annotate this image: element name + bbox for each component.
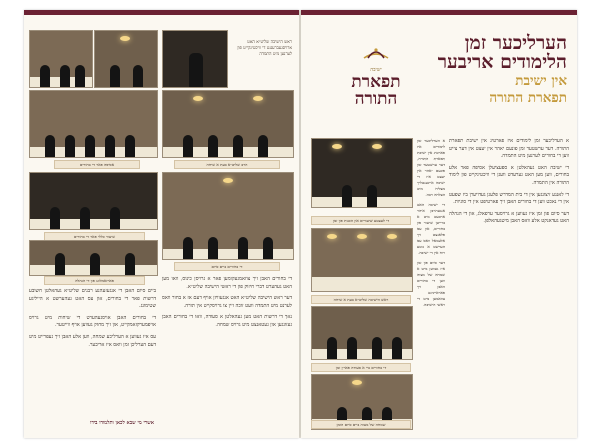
right-page [301,10,577,438]
photo-caption: אסיפה פאר די בחורים [54,160,140,169]
logo-name-line1: תפארת [351,72,401,92]
article-paragraph: דער סיום פון זמן איז געווען מיט א שמחה של מצוה ווען די בחורים האבן זיך פאראייניגט צוזאמען מיט די ראשי הישיבה. [417,260,445,307]
photo-dinner-hall [311,228,413,292]
article-paragraph: נאך די דרשות האט מען געהאלטן א סעודה, וואו די בחורים האבן געזונגען און געטאנצט מיט גרויס שמחה. [162,314,292,328]
article-paragraph: א הערליכער זמן לימודים איז פארטיג אין ישיבת תפארת התורה, דער ערשטער זמן פונעם יאהר אין יעצט איז די ישיבה אייגענטליך מצליח מיט הצלחה רבה. [417,138,445,197]
headline-line2: הלימודים אריבער [437,51,567,73]
photo-caption: שמחה של מצוה ביים סיום הזמן [311,420,411,429]
photo-siyum [162,172,294,260]
yeshiva-logo [326,46,426,116]
article-paragraph: דער ראש הישיבה שליט״א האט אנגעוויזן אויף דעם אז א בחור וואס לערנט מיט התמדה וועט זוכה זיין צו גרויסקייט אין תורה. [162,295,292,309]
photo-caption: די בחורים ביי א סעודה פאר׳ן זמן [311,363,411,372]
article-paragraph: די לאנגע זיצונגען אין די בית המדרש פלעגן געדויערן ביז שפעט אין די נאכט ווען די בחורים האבן זיך פארטיפט אין די סוגיות. [449,191,569,206]
rabbi-quote: ראש הישיבה שליט״א האט ארויסגעברענגט די וויכטיגקייט פון לערנען מיט התמדה [237,40,292,57]
article-paragraph: דער סיום פון זמן איז געווען א גרויסער ערפאלג, און די הנהלה האט געדאנקט אלע וואס האבן מיטגעהאלפן. [449,210,569,225]
photo-caption: ראש הישיבה שליט״א בעת א שיחה [311,295,411,304]
logo-yeshiva-label: ישיבה [370,67,382,73]
photo-caption: הרב שליט״א בעת א שיחה [174,160,280,169]
accent-bar [301,10,577,15]
article-paragraph: די ישיבה האט אנגעהויבן איהר ארבעט מיט א ברייטן שיעור פון בחורים, און עס פלאנצט זיך אלעמאל וואס עס הערשט א גוטע רוח אין די ישיבה. [417,202,445,255]
article-column-middle [417,138,445,428]
photo-caption: די לעצטע שיעורים און הכנות פון זמן [311,216,411,225]
photo-caption: שיעור כללי פאר די בחורים [44,232,145,241]
article-paragraph: ביים סיום האבן די אנגעזעהנע רבנים שליט״א געהאלטן חשובע דרשות פאר די בחורים, און עס האט געהערשט א הייליגע שטימונג. [29,288,156,310]
crown-icon [361,46,391,62]
photo-hanhala [29,240,158,276]
article-column-left [29,288,156,416]
photo-study-hall [311,138,413,208]
article-column-right [162,276,292,426]
headline-line4: תפארת התורה [489,90,567,106]
photo-gathering [94,30,158,88]
article-paragraph: א הערליכער זמן לימודים איז פארטיג אין ישיבת תפארת התורה. דער ערשטער זמן פונעם יאהר אין יעצט אין דער צייט ווען די בחורים לערנען מיט התמדה. [449,138,569,160]
logo-name-line2: התורה [354,89,398,109]
photo-caption: די בחורים ביים סיום [174,262,280,271]
headline-line3: אין ישיבת [515,73,567,89]
left-page [24,10,299,438]
photo-shiur [29,172,158,230]
photo-rosh-yeshiva [162,30,228,88]
photo-group-table [311,306,413,360]
photo-rabbis-standing [162,90,294,158]
article-paragraph: די בחורים האבן אויסגעהערט די שיחות מיט גרויס אויפמערקזאמקייט, און זיך מחזק געווען אויף ווייטער. [29,314,156,329]
photo-caption: פארזאמלונג פון די הנהלה [44,276,145,285]
article-signoff: אשרי מי שבא לכאן ותלמודו בידו [90,420,154,426]
article-paragraph: די ישיבה האט געהאלטן א ספעציעלן אסיפה פאר אלע בחורים, ווען מען האט גערעדט וועגן די וויכטיגקייט פון לימוד התורה אין התמדה. [449,164,569,186]
accent-bar [24,10,299,15]
photo-rabbis-seated [29,30,93,88]
article-paragraph: די בחורים האבן זיך צוזאמגעקומען פאר א גרויסן כינוס, וואו מען האט געהערט דברי חיזוק פון די ראשי הישיבה שליט״א. [162,276,292,290]
article-column-right [449,138,569,428]
photo-bochurim-row [29,90,158,158]
headline-line1: הערליכער זמן [464,32,567,54]
article-paragraph: עס איז געווען א הערליכע שמחה, ווען אלע האבן זיך געפרייט מיט דעם הערליכן זמן וואס איז אריבער. [29,333,156,348]
article-headline [427,34,567,106]
